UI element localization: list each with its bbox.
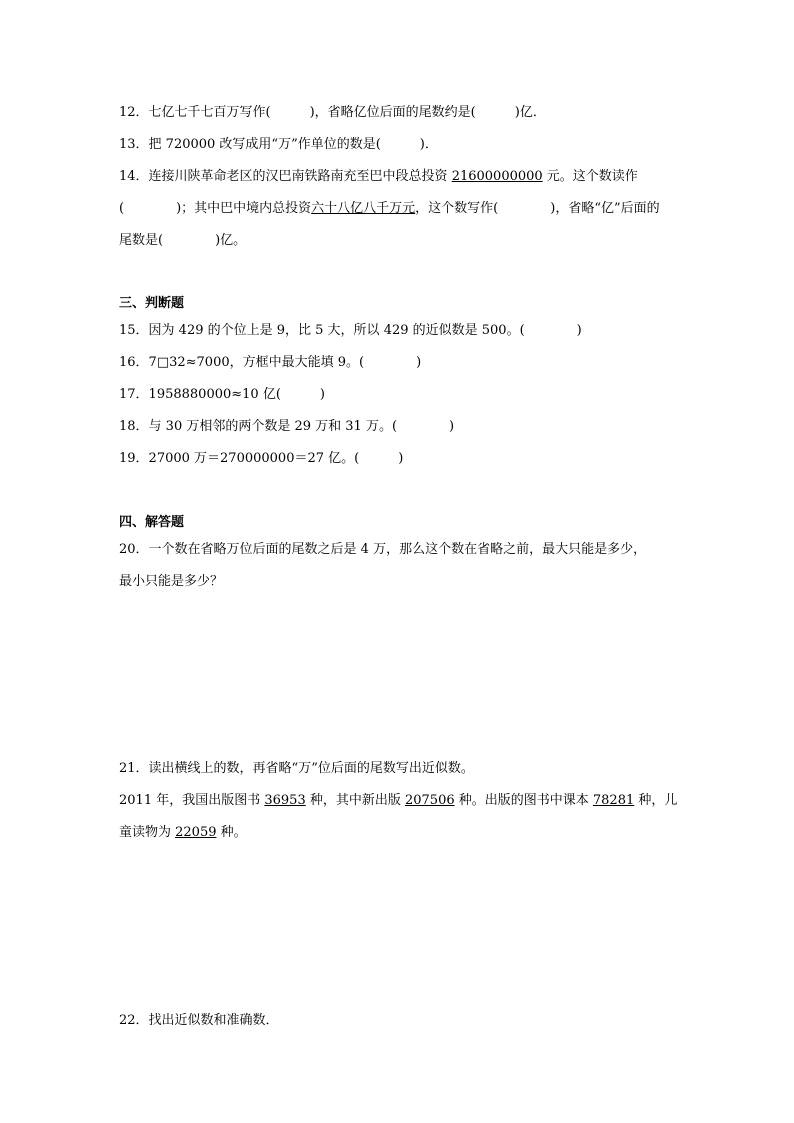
underlined-number: 78281	[592, 793, 635, 808]
question-14-text: 元。这个数读作	[542, 169, 638, 184]
underlined-number: 21600000000	[451, 169, 543, 184]
question-21-text: 种。出版的图书中课本	[454, 793, 593, 808]
question-20-line-1: 20．一个数在省略万位后面的尾数之后是 4 万，那么这个数在省略之前，最大只能是多少，	[119, 542, 647, 557]
question-14-text: ，这个数写作( )，省略“亿”后面的	[415, 201, 660, 216]
question-15: 15．因为 429 的个位上是 9，比 5 大，所以 429 的近似数是 500。( )	[119, 323, 582, 338]
section-judgement-heading: 三、判断题	[119, 296, 185, 311]
question-14-line-3: 尾数是( )亿。	[119, 233, 247, 248]
question-14-text: 14．连接川陕革命老区的汉巴南铁路南充至巴中段总投资	[119, 169, 452, 184]
question-14-text: ( )；其中巴中境内总投资	[119, 201, 312, 216]
question-21-title: 21．读出横线上的数，再省略“万”位后面的尾数写出近似数。	[119, 761, 474, 776]
question-21-text: 种，儿	[634, 793, 678, 808]
underlined-number: 22059	[175, 825, 217, 840]
question-14-line-1	[119, 168, 638, 186]
question-16: 16．7□32≈7000，方框中最大能填 9。( )	[119, 355, 422, 370]
question-21-text: 2011 年，我国出版图书	[119, 793, 265, 808]
question-21-line-2	[119, 824, 247, 842]
question-12: 12．七亿七千七百万写作( )，省略亿位后面的尾数约是( )亿．	[119, 105, 546, 120]
question-21-line-1	[119, 792, 677, 810]
section-answer-heading: 四、解答题	[119, 515, 185, 530]
underlined-number: 207506	[404, 793, 455, 808]
question-21-text: 种，其中新出版	[305, 793, 405, 808]
question-18: 18．与 30 万相邻的两个数是 29 万和 31 万。( )	[119, 419, 455, 434]
question-21-text: 童读物为	[119, 825, 176, 840]
question-22: 22．找出近似数和准确数．	[119, 1013, 279, 1028]
question-20-line-2: 最小只能是多少？	[119, 574, 224, 589]
question-17: 17．1958880000≈10 亿( )	[119, 387, 325, 402]
question-13: 13．把 720000 改写成用“万”作单位的数是( )．	[119, 137, 438, 152]
question-14-line-2	[119, 200, 660, 218]
question-21-text: 种。	[216, 825, 247, 840]
underlined-number: 六十八亿八千万元	[311, 201, 416, 216]
question-19: 19．27000 万＝270000000＝27 亿。( )	[119, 451, 404, 466]
underlined-number: 36953	[264, 793, 306, 808]
